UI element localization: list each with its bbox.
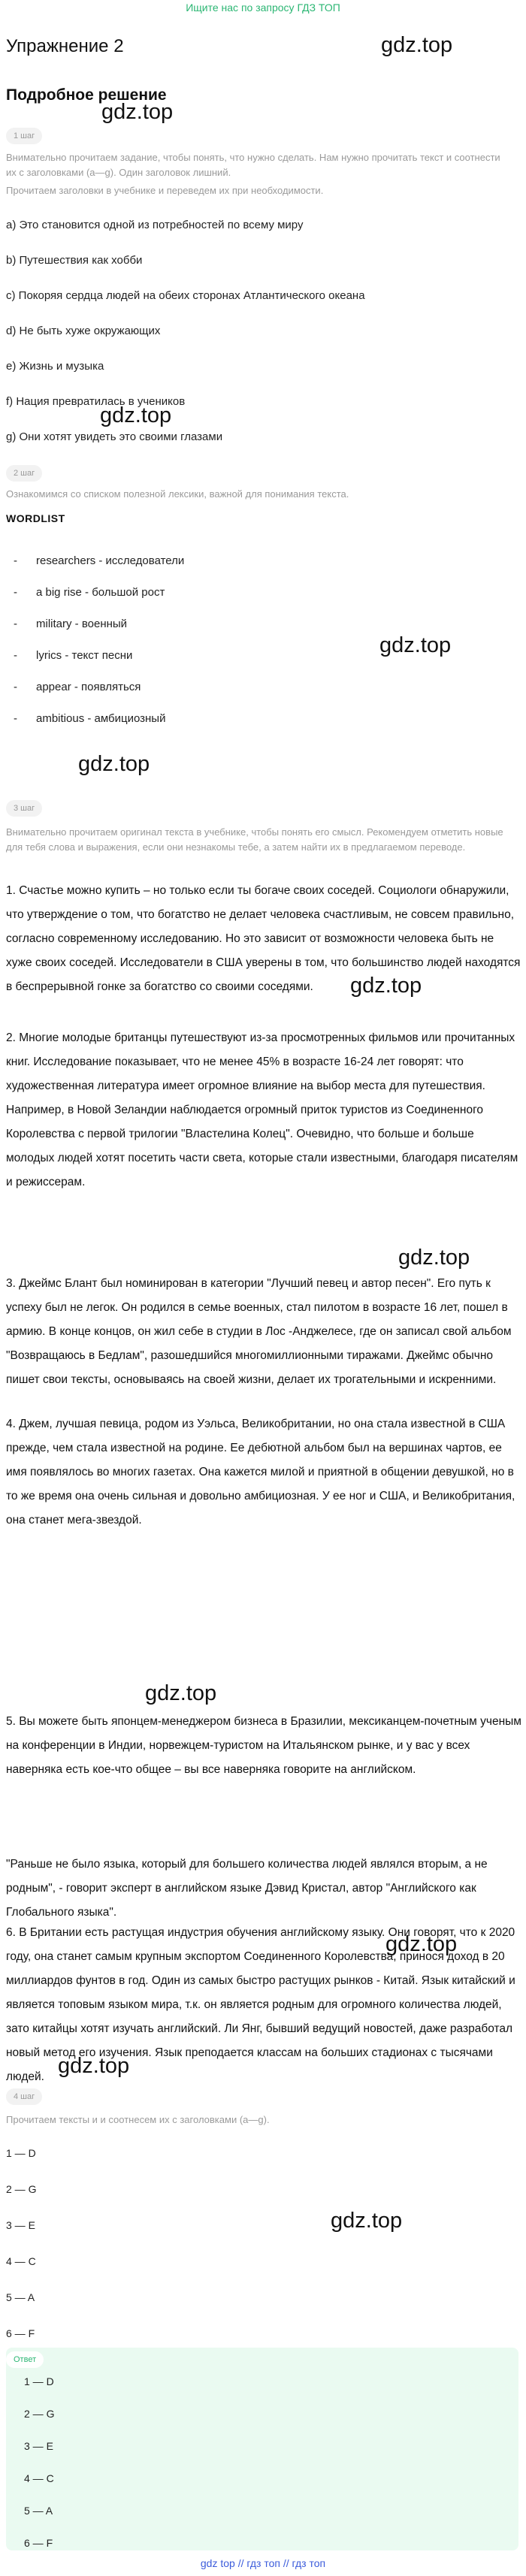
match-item: 4 — C (6, 2255, 36, 2267)
heading-option: f) Нация превратилась в учеников (6, 395, 186, 408)
footer-link[interactable]: гдз топ (292, 2557, 326, 2569)
heading-option: a) Это становится одной из потребностей по всему миру (6, 219, 304, 231)
match-item: 6 — F (6, 2327, 35, 2339)
watermark: gdz.top (331, 2209, 403, 2233)
translation-paragraph: 6. В Британии есть растущая индустрия обучения английскому языку. Они говорят, что к 2020 году, она станет самым крупным экспортом Соединенного Королевства, принося доход в 20 миллиардов фунтов в год. Один из самых быстро растущих рынков - Китай. Язык китайский и является топовым языком мира, т.к. он является родным для огромного количества людей, зато китайцы хотят изучать английский. Ли Янг, бывший ведущий новостей, даже разработал новый метод его изучения. Язык преподается классам на больших стадионах с тысячами людей. (6, 1926, 515, 2083)
watermark: gdz.top (398, 1246, 470, 1270)
page-title: Упражнение 2 (6, 36, 124, 56)
step-instructions: Прочитаем тексты и и соотнесем их с заголовками (a—g). (6, 2114, 270, 2125)
wordlist-item: - a big rise - большой рост (14, 586, 165, 599)
wordlist-item: - ambitious - амбициозный (14, 712, 166, 725)
step-badge: 1 шаг (6, 128, 42, 144)
banner-link[interactable]: Ищите нас по запросу ГДЗ ТОП (186, 2, 340, 14)
footer-separator: // (237, 2557, 244, 2569)
match-item: 5 — A (6, 2291, 35, 2303)
wordlist-item: - researchers - исследователи (14, 554, 185, 567)
watermark: gdz.top (385, 1932, 458, 1956)
wordlist-title: WORDLIST (6, 512, 65, 524)
watermark: gdz.top (145, 1681, 217, 1705)
step-badge: 4 шаг (6, 2088, 42, 2105)
solution-heading: Подробное решение (6, 86, 167, 104)
answer-item: 4 — C (24, 2472, 54, 2484)
translation-paragraph: 2. Многие молодые британцы путешествуют из-за просмотренных фильмов или прочитанных книг. Исследование показывает, что не менее 45% в возрасте 16-24 лет говорят: что художественная литература имеет огромное влияние на выбор места для путешествия. Например, в Новой Зеландии наблюдается огромный приток туристов из Соединенного Королевства с первой трилогии "Властелина Колец". Очевидно, что больше и больше молодых людей хотят посетить части света, которые стали известными, благодаря писателям и режиссерам. (6, 1031, 518, 1188)
heading-option: c) Покоряя сердца людей на обеих сторонах Атлантического океана (6, 289, 365, 302)
translation-paragraph: 3. Джеймс Блант был номинирован в категории "Лучший певец и автор песен". Его путь к успеху был не легок. Он родился в семье военных, стал пилотом в возрасте 16 лет, пошел в армию. В конце концов, он жил себе в студии в Лос -Анджелесе, где он записал свой альбом "Возвращаюсь в Бедлам", разошедшийся многомиллионными тиражами. Джеймс обычно пишет свои тексты, основываясь на своей жизни, делает их трогательными и искренними. (6, 1277, 512, 1386)
step-badge: 3 шаг (6, 800, 42, 817)
watermark: gdz.top (379, 633, 452, 657)
answer-item: 3 — E (24, 2440, 53, 2452)
answer-item: 1 — D (24, 2375, 54, 2387)
match-item: 3 — E (6, 2219, 35, 2231)
heading-option: e) Жизнь и музыка (6, 360, 104, 373)
step-instructions: Прочитаем заголовки в учебнике и переведем их при необходимости. (6, 185, 324, 196)
match-item: 1 — D (6, 2147, 36, 2159)
footer-link[interactable]: гдз топ (246, 2557, 280, 2569)
wordlist-item: - appear - появляться (14, 681, 141, 693)
step-instructions: Внимательно прочитаем задание, чтобы понять, что нужно сделать. Нам нужно прочитать текст и соотнести их с заголовками (a—g). Один заголовок лишний. (6, 152, 500, 178)
heading-option: d) Не быть хуже окружающих (6, 325, 161, 337)
watermark: gdz.top (78, 752, 150, 776)
step-instructions: Внимательно прочитаем оригинал текста в учебнике, чтобы понять его смысл. Рекомендуем отметить новые для тебя слова и выражения, если они незнакомы тебе, а затем найти их в предлагаемом переводе. (6, 826, 503, 853)
match-item: 2 — G (6, 2183, 37, 2195)
footer (0, 2557, 526, 2569)
wordlist-item: - lyrics - текст песни (14, 649, 133, 662)
step-instructions: Ознакомимся со списком полезной лексики, важной для понимания текста. (6, 488, 349, 500)
heading-option: b) Путешествия как хобби (6, 254, 143, 267)
footer-link[interactable]: gdz top (200, 2557, 235, 2569)
watermark: gdz.top (101, 100, 174, 124)
translation-paragraph: 1. Счастье можно купить – но только если ты богаче своих соседей. Социологи обнаружили, что утверждение о том, что богатство не делает человека счастливым, не совсем правильно, согласно современному исследованию. Но это зависит от возможности человека быть не хуже своих соседей. Исследователи в США уверены в том, что большинство людей находятся в беспрерывной гонке за богатство со своими соседями. (6, 884, 521, 993)
footer-separator: // (283, 2557, 289, 2569)
answer-label: Ответ (6, 2351, 44, 2368)
answer-item: 5 — A (24, 2505, 53, 2517)
translation-paragraph: 4. Джем, лучшая певица, родом из Уэльса, Великобритании, но она стала известной в США прежде, чем стала известной на родине. Ее дебютной альбом был на вершинах чартов, ее имя появлялось во многих газетах. Она кажется милой и приятной в общении девушкой, но в то же время она очень сильная и довольно амбициозная. У ее ног и США, и Великобритания, она станет мега-звездой. (6, 1418, 515, 1527)
answer-item: 6 — F (24, 2537, 53, 2549)
watermark: gdz.top (58, 2054, 130, 2078)
answer-box (6, 2348, 518, 2550)
heading-option: g) Они хотят увидеть это своими глазами (6, 430, 223, 443)
watermark: gdz.top (381, 33, 453, 57)
translation-paragraph: "Раньше не было языка, который для большего количества людей являлся вторым, а не родным", - говорит эксперт в английском языке Дэвид Кристал, автор "Английского как Глобального языка". (6, 1858, 488, 1919)
top-banner (0, 0, 526, 20)
watermark: gdz.top (350, 974, 422, 998)
step-badge: 2 шаг (6, 465, 42, 482)
answer-item: 2 — G (24, 2408, 55, 2420)
translation-paragraph: 5. Вы можете быть японцем-менеджером бизнеса в Бразилии, мексиканцем-почетным ученым на конференции в Индии, норвежцем-туристом на Итальянском рынке, и у вас у всех наверняка есть кое-что общее – вы все наверняка говорите на английском. (6, 1715, 521, 1776)
watermark: gdz.top (100, 403, 172, 427)
wordlist-item: - military - военный (14, 618, 128, 630)
